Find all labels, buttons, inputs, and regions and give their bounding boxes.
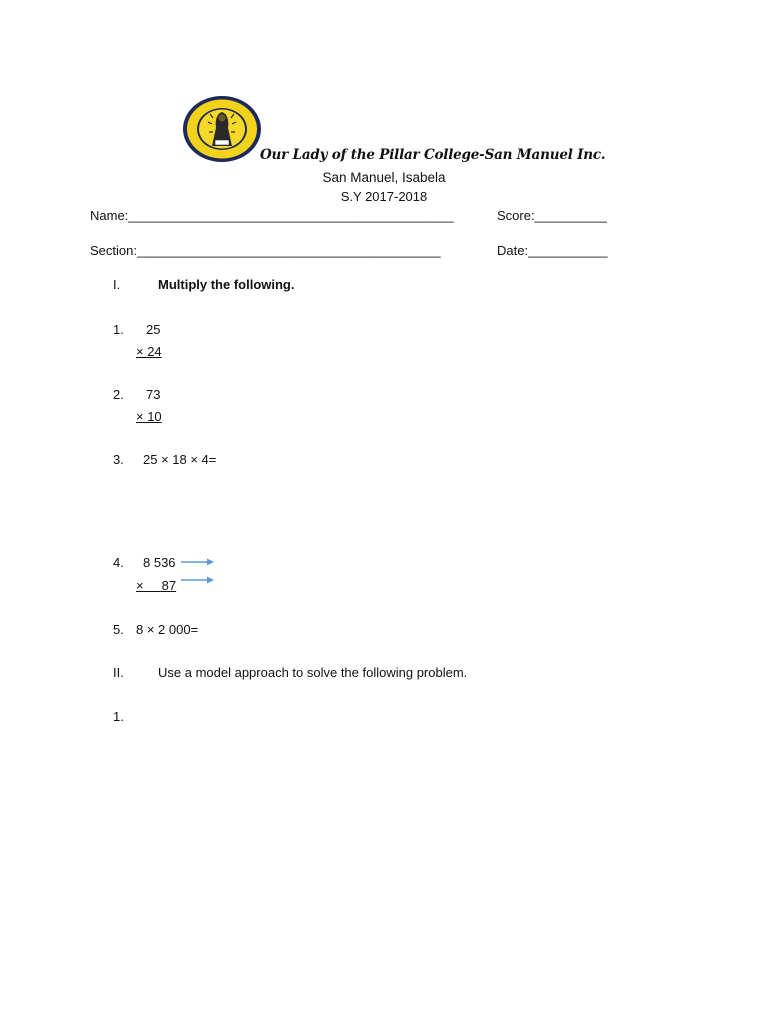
multiplier: × 87: [136, 578, 177, 593]
part2-instruction: Use a model approach to solve the following problem.: [158, 665, 468, 680]
multiplicand: 73: [146, 387, 161, 402]
arrow-right-icon: [181, 557, 215, 567]
item-number: 4.: [113, 555, 124, 570]
multiplicand: 8 536: [143, 555, 176, 570]
score-field[interactable]: Score:__________: [497, 208, 607, 223]
school-year: S.Y 2017-2018: [340, 189, 428, 204]
item-number: 5.: [113, 622, 124, 637]
multiplicand: 25: [146, 322, 161, 337]
item-number: 2.: [113, 387, 124, 402]
section-field[interactable]: Section:__________________________________________: [90, 243, 441, 258]
college-seal-logo: [182, 94, 262, 164]
item-number: 3.: [113, 452, 124, 467]
item-number: 1.: [113, 322, 124, 337]
school-name: Our Lady of the Pillar College-San Manuel Inc.: [260, 147, 606, 163]
multiplier: × 10: [136, 409, 162, 424]
date-field[interactable]: Date:___________: [497, 243, 608, 258]
multiplier: × 24: [136, 344, 162, 359]
part2-numeral: II.: [113, 665, 124, 680]
school-address: San Manuel, Isabela: [322, 170, 446, 185]
expression: 25 × 18 × 4=: [143, 452, 217, 467]
part1-instruction: Multiply the following.: [158, 277, 295, 292]
item-number: 1.: [113, 709, 124, 724]
name-field[interactable]: Name:_____________________________________________: [90, 208, 454, 223]
expression: 8 × 2 000=: [136, 622, 199, 637]
part1-numeral: I.: [113, 277, 121, 292]
arrow-right-icon: [181, 575, 215, 585]
